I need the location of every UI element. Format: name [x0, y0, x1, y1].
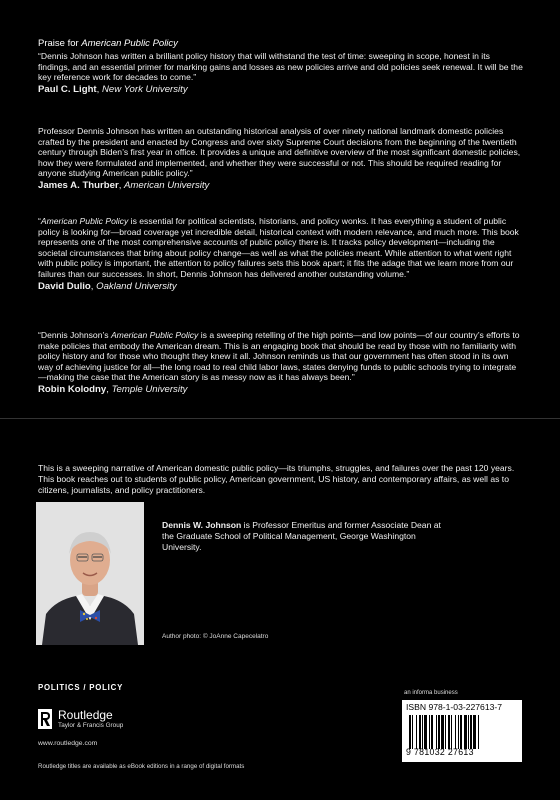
blurb-3	[38, 216, 524, 293]
publisher-group: Taylor & Francis Group	[58, 722, 124, 729]
blurb-attribution: James A. Thurber, American University	[38, 179, 210, 191]
book-summary: This is a sweeping narrative of American domestic public policy—its triumphs, struggles, and failures over the past 120 years. This book reaches out to students of public policy, American government, US history, and contemporary affairs, as well as to citizens, journalists, and policy practitioners.	[38, 463, 515, 495]
author-photo	[36, 502, 144, 645]
isbn-label: ISBN 978-1-03-227613-7	[406, 702, 503, 712]
blurb-2	[38, 126, 524, 192]
praise-heading-title: American Public Policy	[81, 38, 178, 49]
blurb-attribution: David Dulio, Oakland University	[38, 280, 177, 292]
blurb-text: Professor Dennis Johnson has written an outstanding historical analysis of over ninety national landmark domestic policies crafted by the president and enacted by Congress and over sixty Supreme Court decisions from the beginning of the twentieth century through Biden’s first year in office. It provides a unique and definitive overview of the most significant domestic policies, how they were formulated and implemented, and whether they were successful or not. This should be required reading for anyone studying American public policy.”	[38, 126, 521, 179]
blurb-text: “Dennis Johnson’s American Public Policy is a sweeping retelling of the high points—and low points—of our country’s efforts to make policies that embody the American dream. This is an engaging book that should be read by those with no familiarity with policy history and for those who thought they knew it all. Johnson reminds us that our government has often stood in its own way of achieving justice for all—the long road to real child labor laws, states denying funds to public schools trying to integrate—making the case that the American story is as messy now as it has always been.”	[38, 330, 520, 383]
ebook-note: Routledge titles are available as eBook editions in a range of digital formats	[38, 763, 245, 770]
blurb-attribution: Paul C. Light, New York University	[38, 83, 188, 95]
author-name: Dennis W. Johnson	[162, 520, 242, 530]
book-category: POLITICS / POLICY	[38, 683, 124, 692]
routledge-logo-icon	[38, 709, 52, 729]
praise-heading: Praise for American Public Policy	[38, 38, 178, 49]
barcode-icon	[408, 715, 516, 749]
blurb-attribution: Robin Kolodny, Temple University	[38, 383, 188, 395]
author-bio: Dennis W. Johnson is Professor Emeritus and former Associate Dean at the Graduate School of Political Management, George Washington University.	[162, 520, 441, 552]
blurb-text: “Dennis Johnson has written a brilliant policy history that will withstand the test of time: sweeping in scope, honest in its findings, and an essential primer for marking gains and losses as new policies arrive and old policies seek renewal. It will be the key reference work for decades to come.”	[38, 51, 523, 83]
blurb-1	[38, 51, 524, 96]
author-portrait-icon	[36, 502, 144, 645]
barcode-digits: 9 781032 27613	[406, 747, 474, 757]
blurb-text: “American Public Policy is essential for political scientists, historians, and policy wonks. It has everything a student of public policy is looking for—broad coverage yet incredible detail, historical context with modern relevance, and much more. This book represents one of the most comprehensive accounts of public policy there is. It tracks policy development—including the societal circumstances that bring about policy change—as well as what the policies meant. While attention to what went right with public policy is important, the attention to policy failures sets this book apart; it fits the adage that we learn more from our failures than our successes. In short, Dennis Johnson has delivered another outstanding volume.”	[38, 216, 519, 279]
divider	[0, 418, 560, 419]
blurb-4	[38, 330, 524, 396]
imprint-label: an informa business	[404, 690, 458, 696]
publisher-website[interactable]: www.routledge.com	[38, 740, 98, 747]
photo-credit: Author photo: © JoAnne Capecelatro	[162, 633, 269, 640]
publisher-name: Routledge	[58, 708, 113, 722]
